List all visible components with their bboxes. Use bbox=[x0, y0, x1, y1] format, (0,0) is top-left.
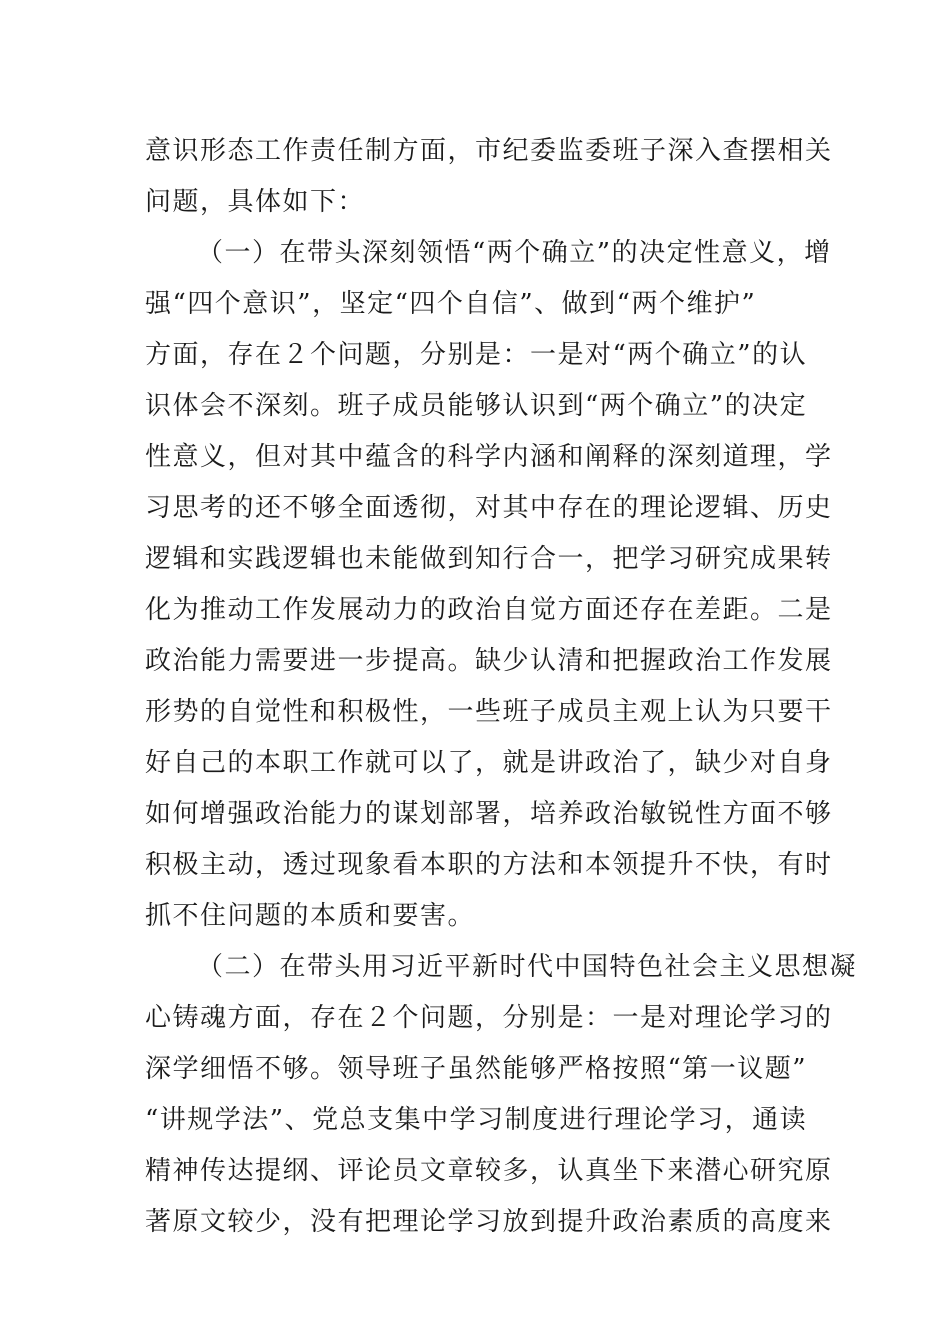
text-line: 识体会不深刻。班子成员能够认识到“两个确立”的决定 bbox=[145, 391, 808, 421]
text-line: 强“四个意识”，坚定“四个自信”、做到“两个维护” bbox=[145, 289, 757, 319]
text-line: 抓不住问题的本质和要害。 bbox=[145, 901, 476, 931]
text-line: 精神传达提纲、评论员文章较多，认真坐下来潜心研究原 bbox=[145, 1156, 833, 1186]
document-body bbox=[145, 126, 858, 1248]
text-line: 问题，具体如下： bbox=[145, 187, 366, 217]
text-line: 性意义，但对其中蕴含的科学内涵和阐释的深刻道理，学 bbox=[145, 442, 833, 472]
section-2-heading-line: （二）在带头用习近平新时代中国特色社会主义思想凝 bbox=[197, 952, 858, 982]
text-line: 积极主动，透过现象看本职的方法和本领提升不快，有时 bbox=[145, 850, 833, 880]
text-line: 如何增强政治能力的谋划部署，培养政治敏锐性方面不够 bbox=[145, 799, 833, 829]
text-line: 习思考的还不够全面透彻，对其中存在的理论逻辑、历史 bbox=[145, 493, 833, 523]
text-line: 意识形态工作责任制方面，市纪委监委班子深入查摆相关 bbox=[145, 136, 833, 166]
text-line: 逻辑和实践逻辑也未能做到知行合一，把学习研究成果转 bbox=[145, 544, 833, 574]
text-line: 深学细悟不够。领导班子虽然能够严格按照“第一议题” bbox=[145, 1054, 808, 1084]
text-line: “讲规学法”、党总支集中学习制度进行理论学习，通读 bbox=[145, 1105, 808, 1135]
text-line: 化为推动工作发展动力的政治自觉方面还存在差距。二是 bbox=[145, 595, 833, 625]
text-line: 方面，存在２个问题，分别是：一是对“两个确立”的认 bbox=[145, 340, 808, 370]
text-line: 形势的自觉性和积极性，一些班子成员主观上认为只要干 bbox=[145, 697, 833, 727]
section-1-heading-line: （一）在带头深刻领悟“两个确立”的决定性意义，增 bbox=[197, 238, 832, 268]
text-line: 著原文较少，没有把理论学习放到提升政治素质的高度来 bbox=[145, 1207, 833, 1237]
text-line: 好自己的本职工作就可以了，就是讲政治了，缺少对自身 bbox=[145, 748, 833, 778]
text-line: 心铸魂方面，存在２个问题，分别是：一是对理论学习的 bbox=[145, 1003, 833, 1033]
text-line: 政治能力需要进一步提高。缺少认清和把握政治工作发展 bbox=[145, 646, 833, 676]
